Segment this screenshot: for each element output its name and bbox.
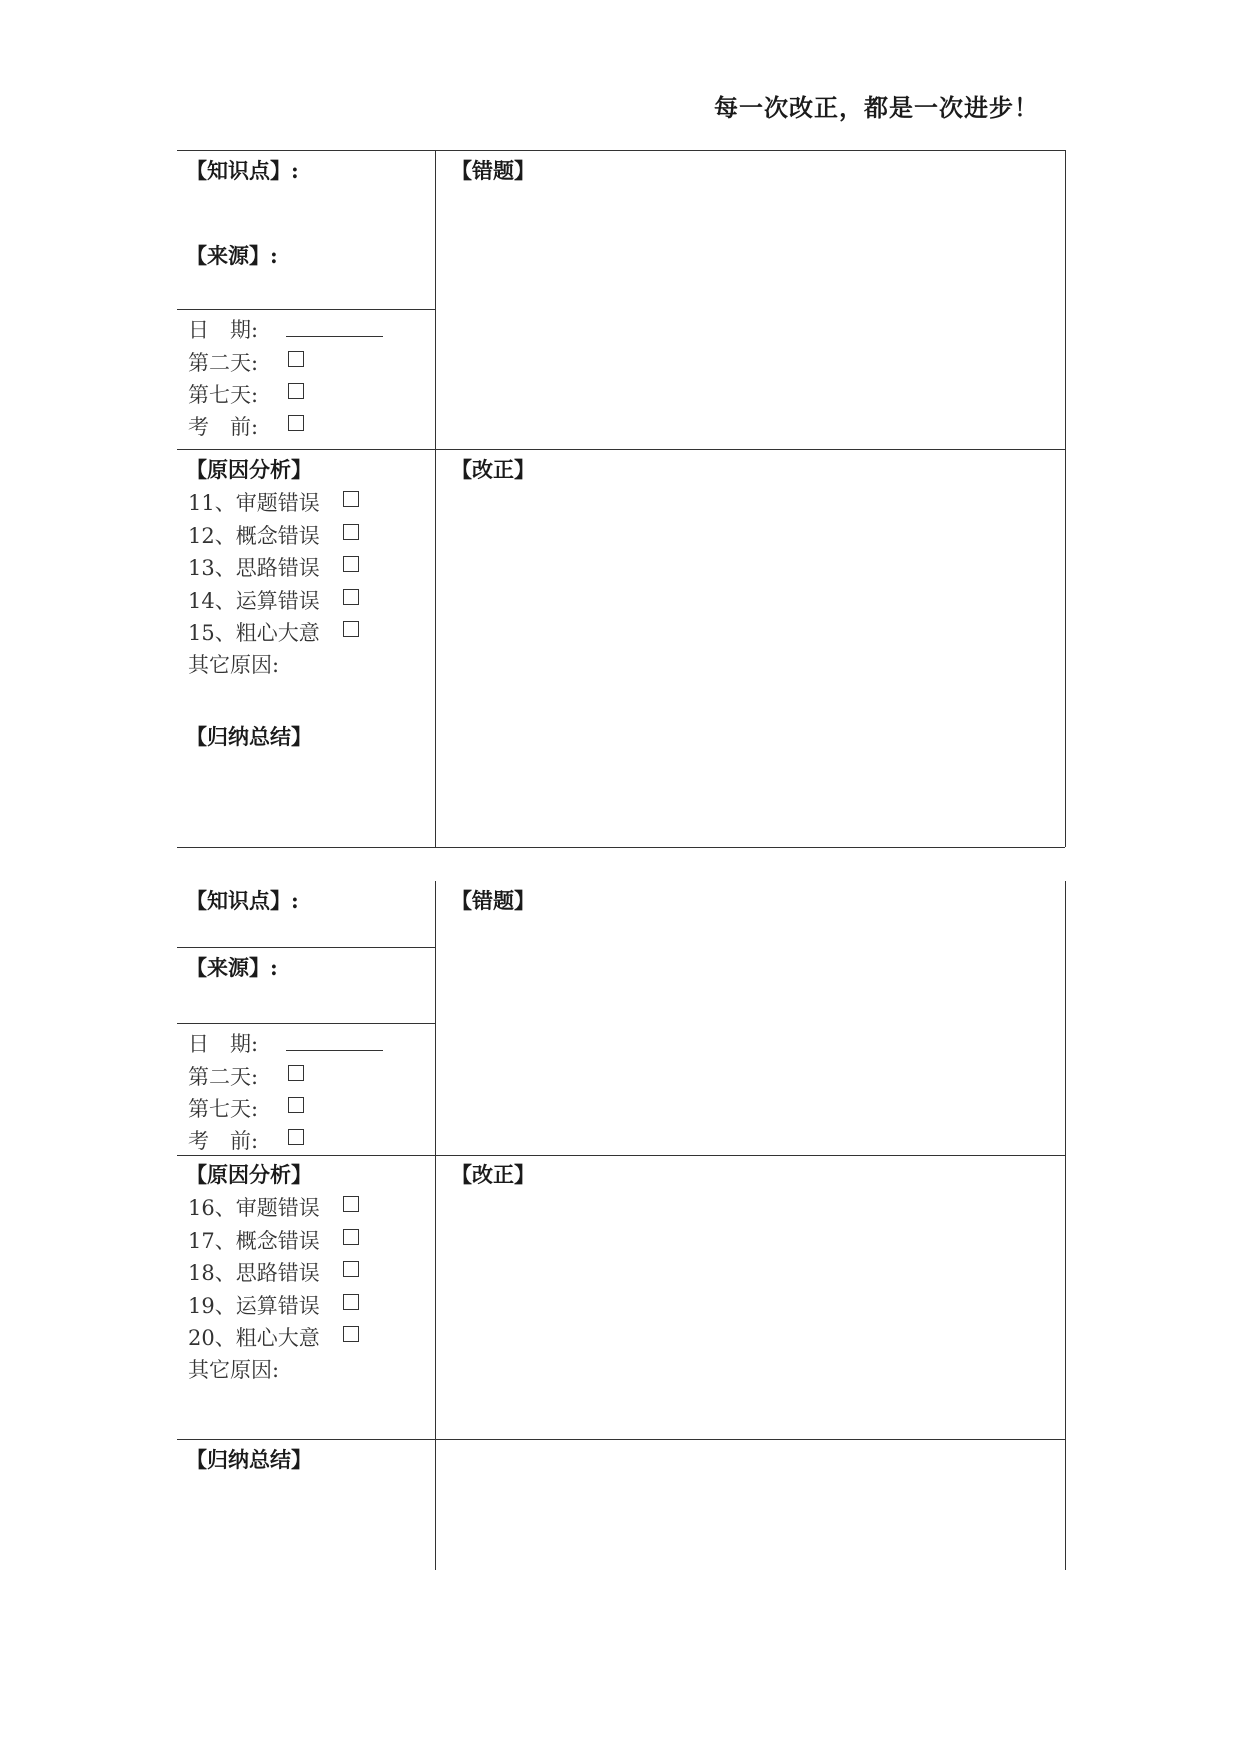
card1-cause-item: 14、运算错误	[188, 589, 320, 613]
card2-column-divider	[435, 881, 436, 1570]
card1-correction-label: 【改正】	[451, 457, 535, 482]
card1-source-divider	[177, 309, 435, 310]
card1-cause-checkbox[interactable]	[343, 524, 359, 540]
card2-knowledge-divider	[177, 947, 435, 948]
card1-summary-label: 【归纳总结】	[186, 724, 312, 749]
card1-top-border	[177, 150, 1065, 151]
card1-review-before-exam-label: 考 前:	[188, 415, 259, 439]
card1-cause-checkbox[interactable]	[343, 556, 359, 572]
card2-cause-checkbox[interactable]	[343, 1294, 359, 1310]
card2-date-field[interactable]	[286, 1050, 383, 1051]
card1-bottom-border	[177, 847, 1065, 848]
card1-cause-item: 12、概念错误	[188, 524, 320, 548]
card1-knowledge-label: 【知识点】:	[186, 158, 299, 183]
card1-cause-item: 11、审题错误	[188, 491, 320, 515]
card2-cause-analysis-label: 【原因分析】	[186, 1162, 312, 1187]
card1-cause-item: 15、粗心大意	[188, 621, 320, 645]
card2-cause-checkbox[interactable]	[343, 1261, 359, 1277]
card2-date-label: 日 期:	[188, 1032, 259, 1056]
card2-knowledge-label: 【知识点】:	[186, 888, 299, 913]
card1-review-day2-checkbox[interactable]	[288, 351, 304, 367]
card2-summary-divider	[177, 1439, 1065, 1440]
card1-middle-divider	[177, 449, 1065, 450]
card1-source-label: 【来源】:	[186, 243, 278, 268]
card2-cause-checkbox[interactable]	[343, 1229, 359, 1245]
card1-date-label: 日 期:	[188, 318, 259, 342]
card1-column-divider	[435, 150, 436, 847]
card2-right-border	[1065, 881, 1066, 1570]
card2-review-before-exam-label: 考 前:	[188, 1129, 259, 1153]
card1-right-border	[1065, 150, 1066, 847]
card2-review-day7-checkbox[interactable]	[288, 1097, 304, 1113]
card1-cause-checkbox[interactable]	[343, 621, 359, 637]
card2-cause-checkbox[interactable]	[343, 1326, 359, 1342]
card2-cause-item: 17、概念错误	[188, 1229, 320, 1253]
motto-heading: 每一次改正，都是一次进步！	[714, 93, 1039, 122]
card2-cause-item: 19、运算错误	[188, 1294, 320, 1318]
card2-source-label: 【来源】:	[186, 955, 278, 980]
card1-other-cause-label: 其它原因:	[188, 653, 280, 677]
card1-cause-checkbox[interactable]	[343, 589, 359, 605]
card1-review-day2-label: 第二天:	[188, 351, 259, 375]
card1-cause-analysis-label: 【原因分析】	[186, 457, 312, 482]
card1-review-day7-checkbox[interactable]	[288, 383, 304, 399]
card1-wrong-question-label: 【错题】	[451, 158, 535, 183]
card1-cause-item: 13、思路错误	[188, 556, 320, 580]
card2-source-divider	[177, 1023, 435, 1024]
card2-middle-divider	[177, 1155, 1065, 1156]
card2-cause-item: 20、粗心大意	[188, 1326, 320, 1350]
card2-cause-item: 16、审题错误	[188, 1196, 320, 1220]
card2-review-day2-label: 第二天:	[188, 1065, 259, 1089]
card2-review-day2-checkbox[interactable]	[288, 1065, 304, 1081]
card2-other-cause-label: 其它原因:	[188, 1358, 280, 1382]
card1-review-before-exam-checkbox[interactable]	[288, 415, 304, 431]
card2-cause-checkbox[interactable]	[343, 1196, 359, 1212]
card1-review-day7-label: 第七天:	[188, 383, 259, 407]
card1-cause-checkbox[interactable]	[343, 491, 359, 507]
card1-date-field[interactable]	[286, 336, 383, 337]
card2-cause-item: 18、思路错误	[188, 1261, 320, 1285]
card2-correction-label: 【改正】	[451, 1162, 535, 1187]
card2-summary-label: 【归纳总结】	[186, 1447, 312, 1472]
card2-review-day7-label: 第七天:	[188, 1097, 259, 1121]
card2-review-before-exam-checkbox[interactable]	[288, 1129, 304, 1145]
card2-wrong-question-label: 【错题】	[451, 888, 535, 913]
